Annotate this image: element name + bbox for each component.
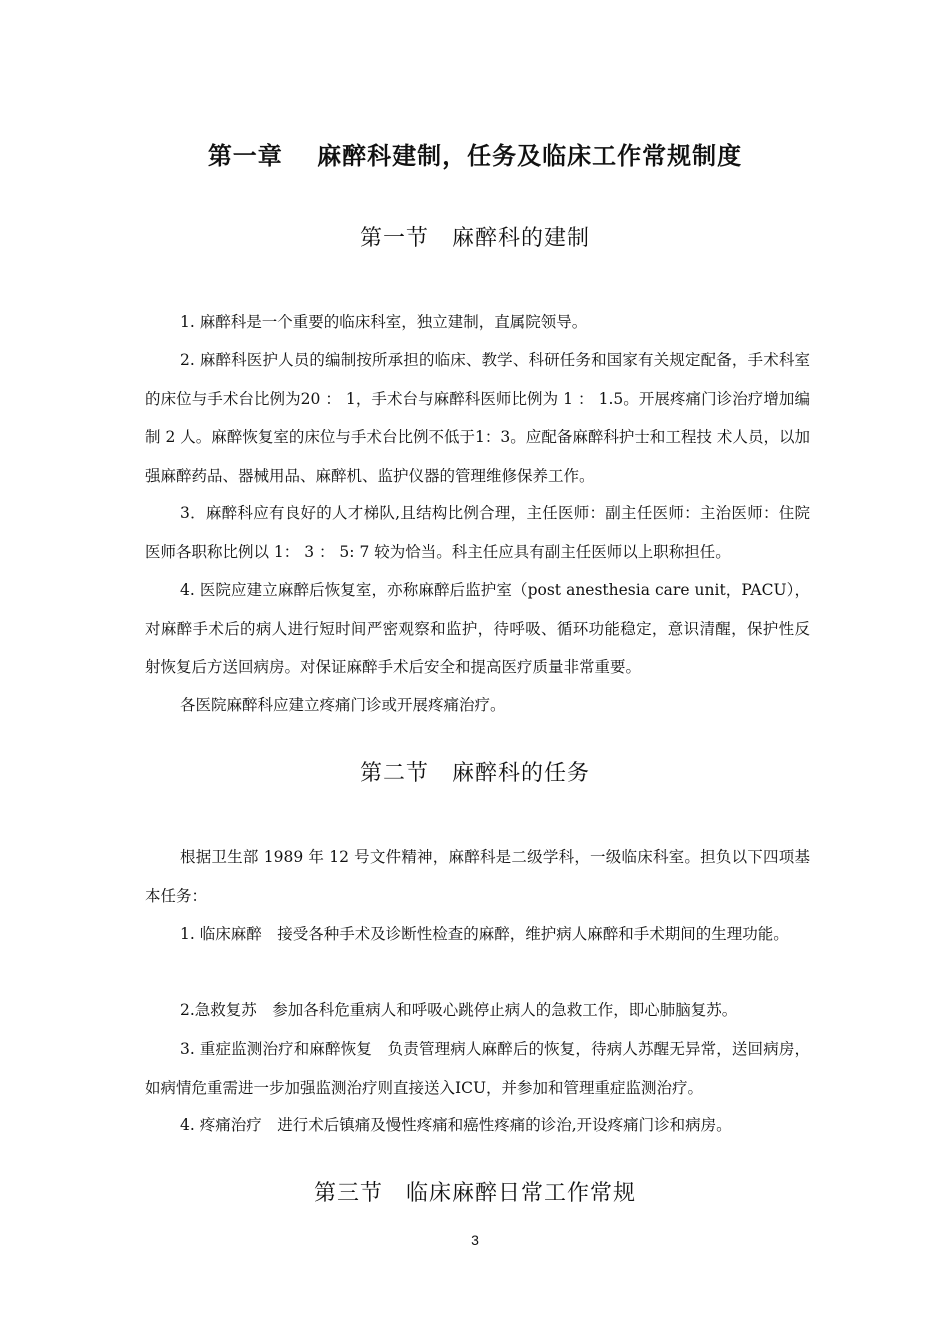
page-number: 3 [471,1232,479,1248]
paragraph: 1. 麻醉科是一个重要的临床科室，独立建制，直属院领导。 [180,313,588,331]
section-title-2: 第二节 麻醉科的任务 [359,761,590,786]
section-title-1: 第一节 麻醉科的建制 [359,226,590,251]
chapter-title: 第一章 麻醉科建制，任务及临床工作常规制度 [207,142,743,170]
paragraph: 4. 医院应建立麻醉后恢复室，亦称麻醉后监护室（post anesthesia care unit，PACU），对麻醉手术后的病人进行短时间严密观察和监护，待呼吸、循环功能稳定，意识清醒，保护性反射恢复后方送回病房。对保证麻醉手术后安全和提高医疗质量非常重要。 [145,581,810,676]
section-title-3: 第三节 临床麻醉日常工作常规 [313,1181,636,1206]
paragraph: 2.急救复苏 参加各科危重病人和呼吸心跳停止病人的急救工作，即心肺脑复苏。 [180,1001,738,1019]
paragraph: 各医院麻醉科应建立疼痛门诊或开展疼痛治疗。 [180,696,506,714]
paragraph: 1. 临床麻醉 接受各种手术及诊断性检查的麻醉，维护病人麻醉和手术期间的生理功能。 [180,925,789,943]
paragraph: 3．麻醉科应有良好的人才梯队,且结构比例合理，主任医师：副主任医师：主治医师：住院医师各职称比例以 1： 3 ： 5: 7 较为恰当。科主任应具有副主任医师以上职称担任。 [145,504,810,561]
paragraph: 根据卫生部 1989 年 12 号文件精神，麻醉科是二级学科，一级临床科室。担负以下四项基本任务： [145,848,810,905]
paragraph: 3. 重症监测治疗和麻醉恢复 负责管理病人麻醉后的恢复，待病人苏醒无异常，送回病房，如病情危重需进一步加强监测治疗则直接送入ICU，并参加和管理重症监测治疗。 [145,1040,810,1097]
paragraph: 4. 疼痛治疗 进行术后镇痛及慢性疼痛和癌性疼痛的诊治,开设疼痛门诊和病房。 [180,1116,732,1134]
paragraph: 2. 麻醉科医护人员的编制按所承担的临床、教学、科研任务和国家有关规定配备，手术科室的床位与手术台比例为20 ： 1，手术台与麻醉科医师比例为 1 ： 1.5。开展疼痛门诊治疗增加编制 2 人。麻醉恢复室的床位与手术台比例不低于1：3。应配备麻醉科护士和工程技 术人员，以加强麻醉药品、器械用品、麻醉机、监护仪器的管理维修保养工作。 [145,351,810,485]
